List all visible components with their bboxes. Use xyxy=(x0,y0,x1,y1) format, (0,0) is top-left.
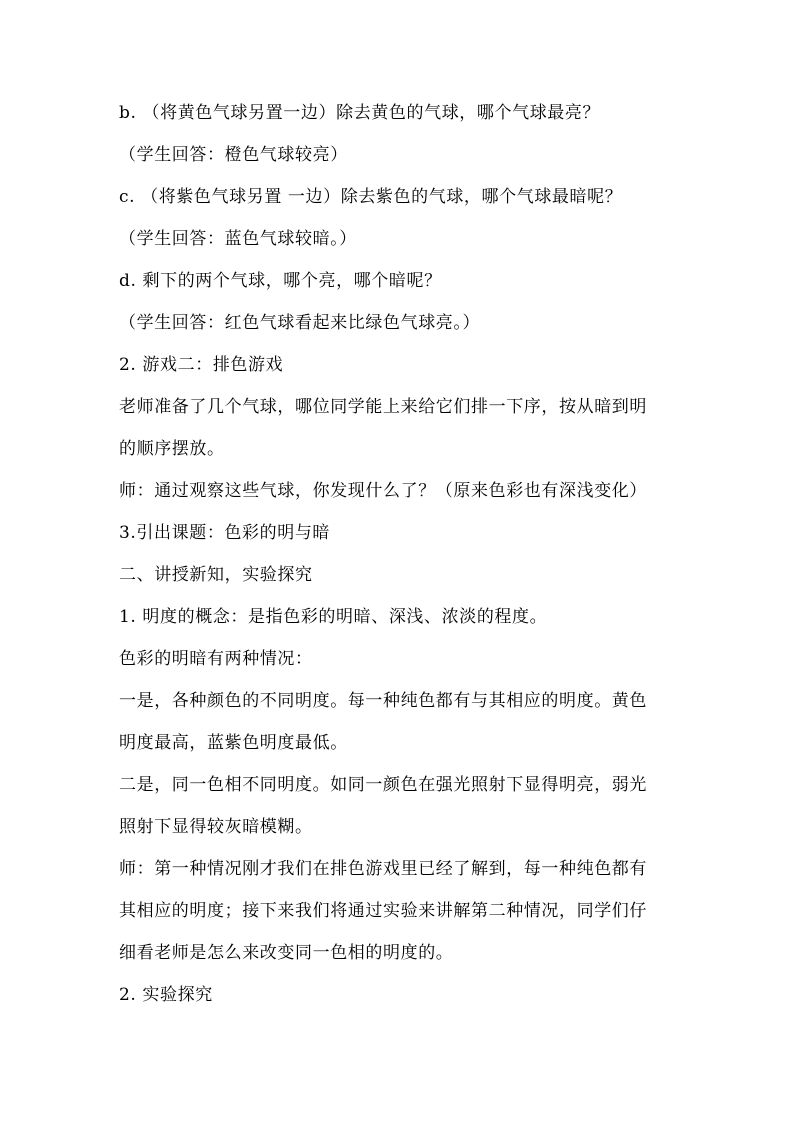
text-line: 1. 明度的概念：是指色彩的明暗、深浅、浓淡的程度。 xyxy=(119,607,548,627)
text-line: c. （将紫色气球另置 一边）除去紫色的气球，哪个气球最暗呢？ xyxy=(119,187,623,207)
text-line: 师：通过观察这些气球，你发现什么了？（原来色彩也有深浅变化） xyxy=(119,481,647,501)
text-line: 一是，各种颜色的不同明度。每一种纯色都有与其相应的明度。黄色 xyxy=(119,691,647,711)
text-line: 二是，同一色相不同明度。如同一颜色在强光照射下显得明亮，弱光 xyxy=(119,775,647,795)
text-line: 细看老师是怎么来改变同一色相的明度的。 xyxy=(119,943,454,963)
document-body xyxy=(119,103,679,1027)
text-line: 老师准备了几个气球，哪位同学能上来给它们排一下序，按从暗到明 xyxy=(119,397,647,417)
section-heading: 二、讲授新知，实验探究 xyxy=(119,565,313,585)
text-line: 明度最高，蓝紫色明度最低。 xyxy=(119,733,348,753)
text-line: （学生回答：蓝色气球较暗。） xyxy=(119,229,357,249)
section-heading: 2. 游戏二：排色游戏 xyxy=(119,355,284,375)
text-line: b. （将黄色气球另置一边）除去黄色的气球，哪个气球最亮？ xyxy=(119,103,601,123)
section-heading: 3.引出课题：色彩的明与暗 xyxy=(119,523,331,543)
text-line: （学生回答：橙色气球较亮） xyxy=(119,145,348,165)
text-line: 师：第一种情况刚才我们在排色游戏里已经了解到，每一种纯色都有 xyxy=(119,859,647,879)
text-line: （学生回答：红色气球看起来比绿色气球亮。） xyxy=(119,313,481,333)
text-line: d. 剩下的两个气球，哪个亮，哪个暗呢？ xyxy=(119,271,442,291)
section-heading: 2. 实验探究 xyxy=(119,985,213,1005)
text-line: 的顺序摆放。 xyxy=(119,439,225,459)
text-line: 其相应的明度；接下来我们将通过实验来讲解第二种情况，同学们仔 xyxy=(119,901,647,921)
text-line: 色彩的明暗有两种情况： xyxy=(119,649,313,669)
text-line: 照射下显得较灰暗模糊。 xyxy=(119,817,313,837)
